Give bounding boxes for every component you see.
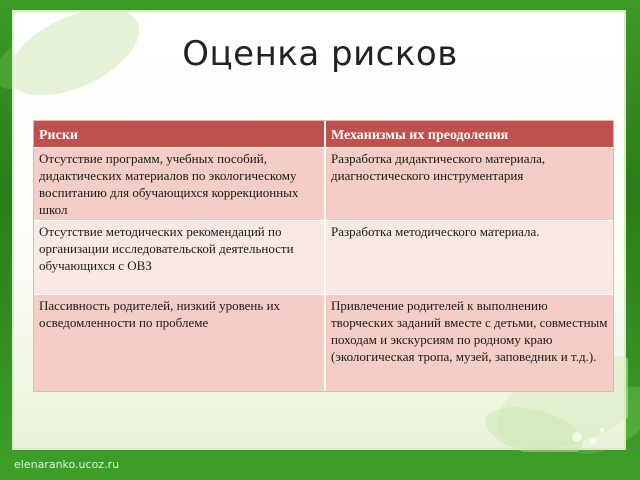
row-divider [34,147,613,148]
risk-cell: Отсутствие программ, учебных пособий, дидактических материалов по экологическому воспитанию для обучающихся коррекционных школ [39,151,299,217]
mechanism-cell: Разработка методического материала. [331,224,540,239]
row-divider [34,220,613,221]
risks-table [33,120,614,392]
mechanism-cell: Привлечение родителей к выполнению творческих заданий вместе с детьми, совместным походам и экскурсиям по родному краю (экологическая тропа, музей, заповедник и т.д.). [331,298,608,364]
risk-cell: Отсутствие методических рекомендаций по организации исследовательской деятельности обучающихся с ОВЗ [39,224,294,273]
page-title: Оценка рисков [182,34,458,74]
mechanism-cell: Разработка дидактического материала, диагностического инструментария [331,151,546,183]
row-divider [34,294,613,295]
header-mechanisms: Механизмы их преодоления [331,128,509,143]
risk-cell: Пассивность родителей, низкий уровень их осведомленности по проблеме [39,298,281,330]
column-divider [324,121,326,391]
header-risks: Риски [39,128,78,143]
watermark-text: elenaranko.ucoz.ru [14,458,120,471]
